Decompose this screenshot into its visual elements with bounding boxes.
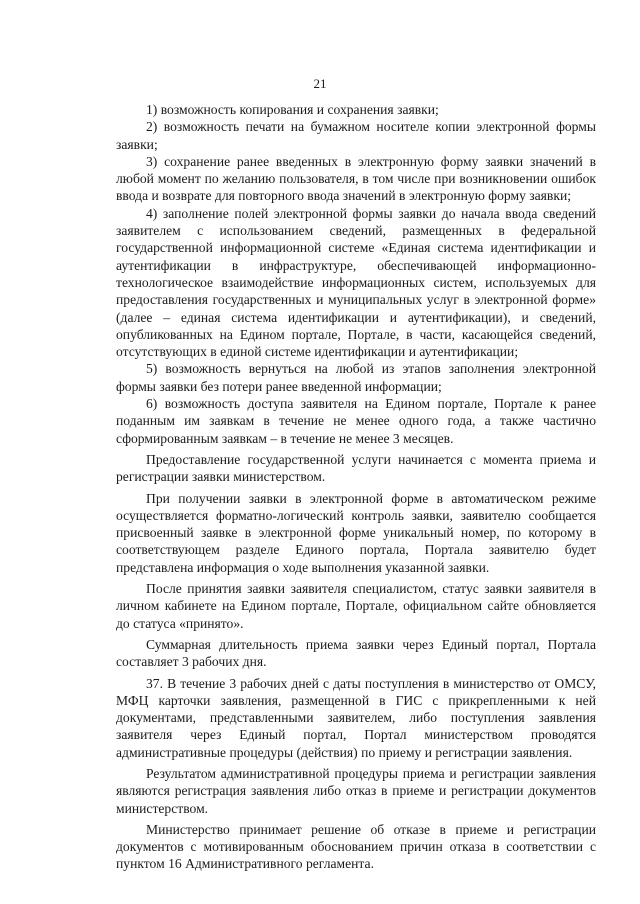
paragraph-item-6: 6) возможность доступа заявителя на Едином портале, Портале к ранее поданным им заявкам в течение не менее одного года, а также частично сформированным заявкам – в течение не менее 3 месяцев.	[116, 396, 596, 446]
paragraph-item-3: 3) сохранение ранее введенных в электронную форму заявки значений в любой момент по желанию пользователя, в том числе при возникновении ошибок ввода и возврате для повторного ввода значений в электронную форму заявки;	[116, 153, 596, 204]
paragraph-clause-37: 37. В течение 3 рабочих дней с даты поступления в министерство от ОМСУ, МФЦ карточки заявления, размещенной в ГИС с прикрепленными к ней документами, представленными заявителем, либо поступления заявления заявителя через Единый портал, Портал министерством проводятся административные процедуры (действия) по приему и регистрации заявления.	[116, 675, 596, 760]
document-body	[116, 101, 596, 873]
paragraph-duration: Суммарная длительность приема заявки через Единый портал, Портала составляет 3 рабочих дня.	[116, 636, 596, 670]
paragraph-status-update: После принятия заявки заявителя специалистом, статус заявки заявителя в личном кабинете на Едином портале, Портале, официальном сайте обновляется до статуса «принято».	[116, 581, 596, 631]
paragraph-item-4: 4) заполнение полей электронной формы заявки до начала ввода сведений заявителем с использованием сведений, размещенных в федеральной государственной информационной системе «Единая система идентификации и аутентификации в инфраструктуре, обеспечивающей информационно-технологическое взаимодействие информационных систем, используемых для предоставления государственных и муниципальных услуг в электронной форме» (далее – единая система идентификации и аутентификации), и сведений, опубликованных на Едином портале, Портале, в части, касающейся сведений, отсутствующих в единой системе идентификации и аутентификации;	[116, 205, 596, 360]
paragraph-service-start: Предоставление государственной услуги начинается с момента приема и регистрации заявки министерством.	[116, 451, 596, 485]
paragraph-item-1: 1) возможность копирования и сохранения заявки;	[146, 102, 439, 117]
paragraph-refusal-decision: Министерство принимает решение об отказе в приеме и регистрации документов с мотивированным обоснованием причин отказа в соответствии с пунктом 16 Административного регламента.	[116, 821, 596, 872]
paragraph-item-5: 5) возможность вернуться на любой из этапов заполнения электронной формы заявки без потери ранее введенной информации;	[116, 361, 596, 394]
paragraph-item-2: 2) возможность печати на бумажном носителе копии электронной формы заявки;	[116, 119, 596, 152]
page-number: 21	[313, 76, 327, 91]
paragraph-electronic-receipt: При получении заявки в электронной форме в автоматическом режиме осуществляется форматно-логический контроль заявки, заявителю сообщается присвоенный заявке в электронной форме уникальный номер, по которому в соответствующем разделе Единого портала, Портала заявителю будет представлена информация о ходе выполнения указанной заявки.	[116, 490, 596, 575]
paragraph-procedure-result: Результатом административной процедуры приема и регистрации заявления являются регистрация заявления либо отказ в приеме и регистрации документов министерством.	[116, 765, 596, 816]
